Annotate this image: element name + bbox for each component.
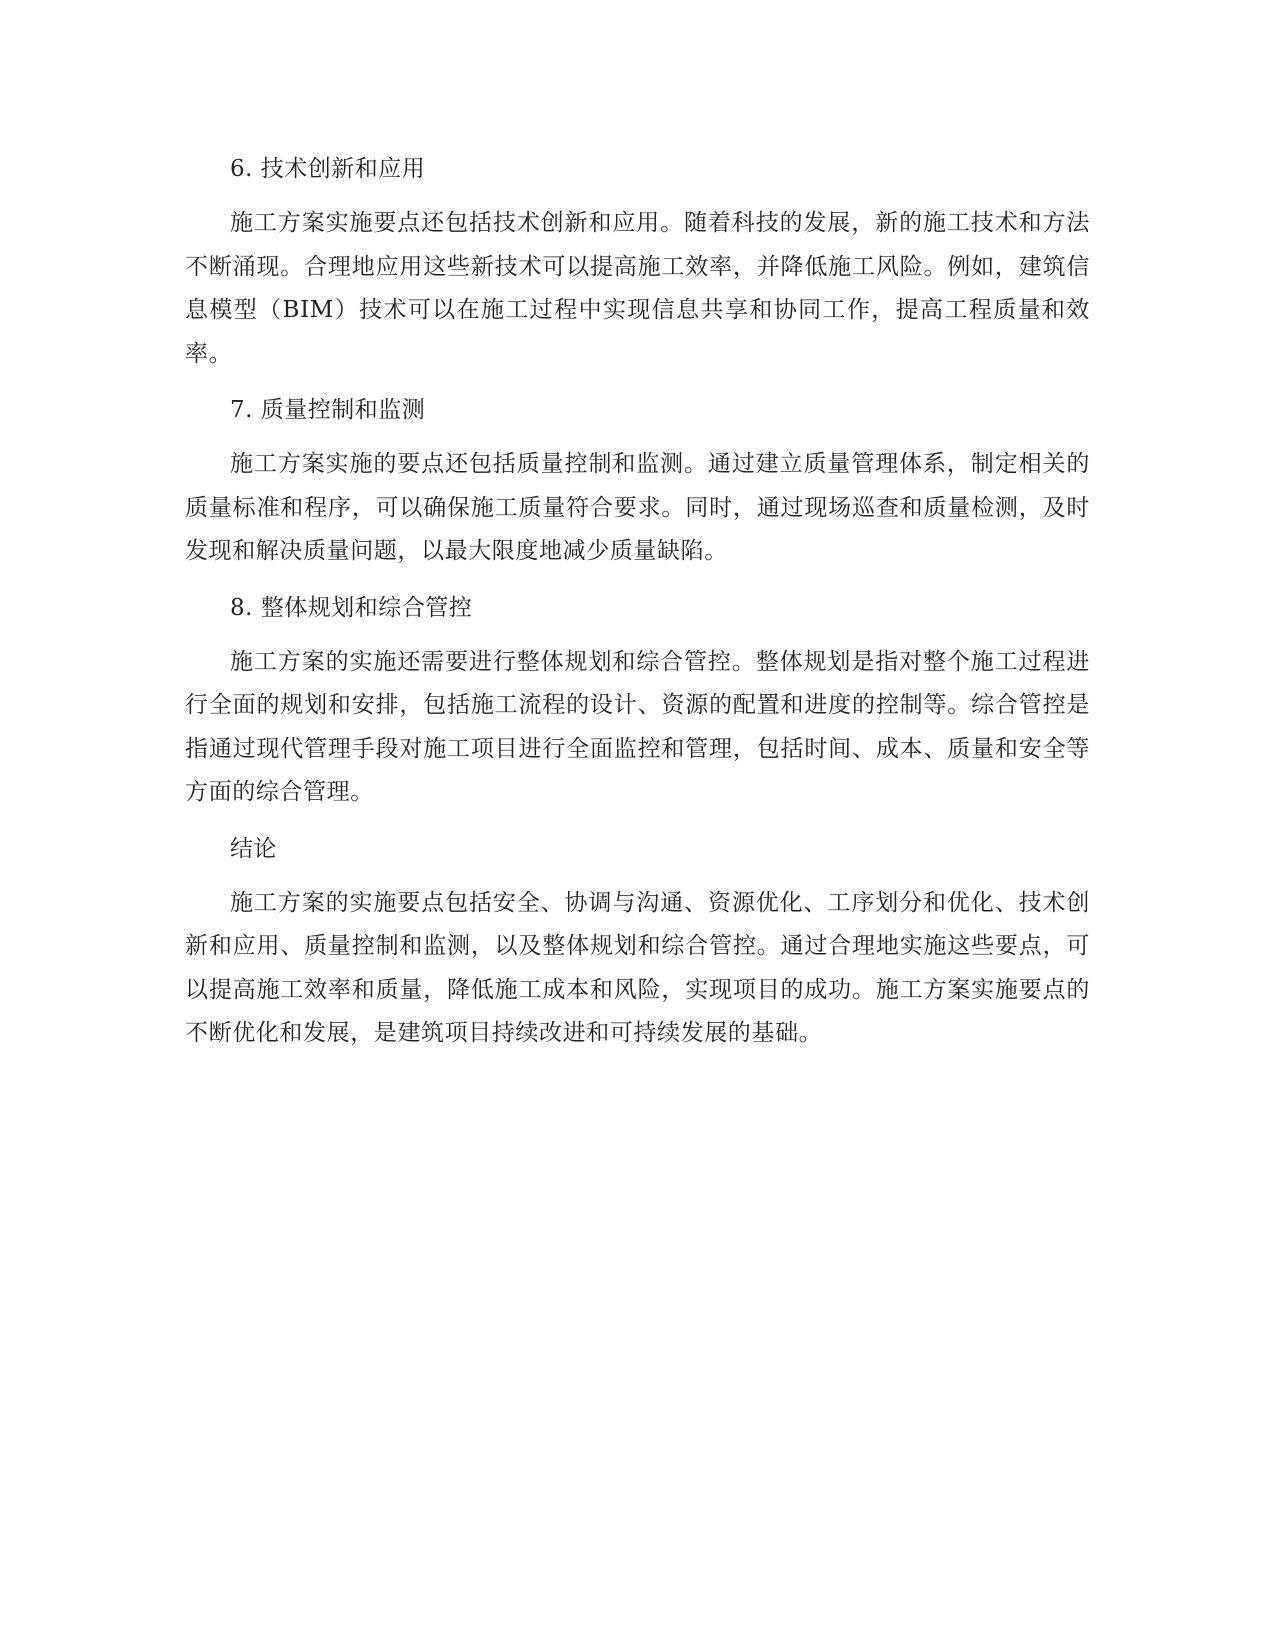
section-8 [185,585,1090,815]
section-7 [185,387,1090,574]
section-paragraph: 施工方案实施的要点还包括质量控制和监测。通过建立质量管理体系，制定相关的质量标准和程序，可以确保施工质量符合要求。同时，通过现场巡查和质量检测，及时发现和解决质量问题，以最大限度地减少质量缺陷。 [185,451,1090,564]
section-paragraph: 施工方案的实施要点包括安全、协调与沟通、资源优化、工序划分和优化、技术创新和应用、质量控制和监测，以及整体规划和综合管控。通过合理地实施这些要点，可以提高施工效率和质量，降低施工成本和风险，实现项目的成功。施工方案实施要点的不断优化和发展，是建筑项目持续改进和可持续发展的基础。 [185,889,1090,1046]
section-heading: 7. 质量控制和监测 [230,397,426,423]
section-paragraph: 施工方案的实施还需要进行整体规划和综合管控。整体规划是指对整个施工过程进行全面的规划和安排，包括施工流程的设计、资源的配置和进度的控制等。综合管控是指通过现代管理手段对施工项目进行全面监控和管理，包括时间、成本、质量和安全等方面的综合管理。 [185,648,1090,805]
section-heading: 6. 技术创新和应用 [230,156,426,182]
section-conclusion [185,826,1090,1056]
section-heading: 8. 整体规划和综合管控 [230,594,473,621]
section-6 [185,146,1090,376]
section-heading: 结论 [230,835,277,862]
document-page [185,140,1090,1067]
section-paragraph: 施工方案实施要点还包括技术创新和应用。随着科技的发展，新的施工技术和方法不断涌现。合理地应用这些新技术可以提高施工效率，并降低施工风险。例如，建筑信息模型（BIM）技术可以在施工过程中实现信息共享和协同工作，提高工程质量和效率。 [185,210,1090,367]
